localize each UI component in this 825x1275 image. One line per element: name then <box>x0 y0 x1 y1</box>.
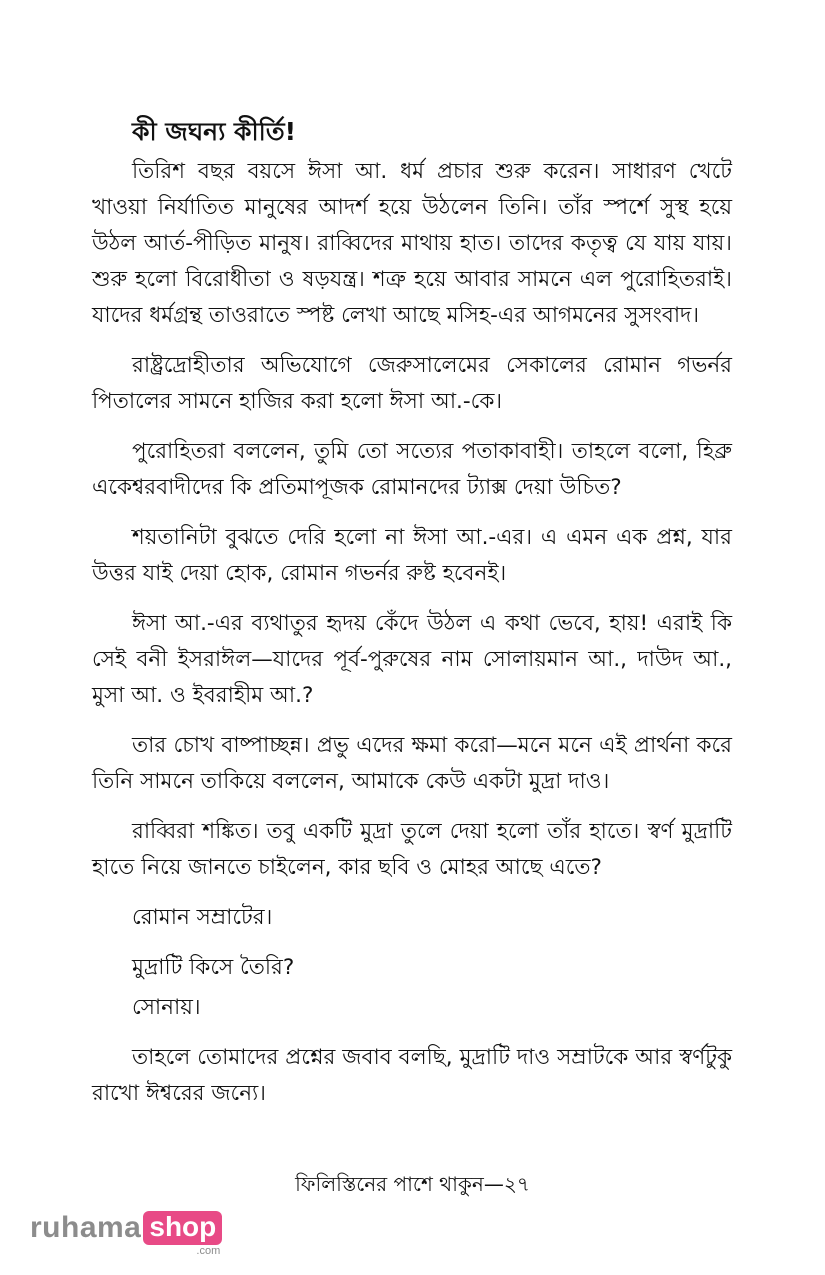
paragraph-10: সোনায়। <box>132 995 201 1020</box>
paragraph-5: ঈসা আ.-এর ব্যথাতুর হৃদয় কেঁদে উঠল এ কথা ভেবে, হায়! এরাই কি সেই বনী ইসরাঈল—যাদের পূর্ব-পুরুষের নাম সোলায়মান আ., দাউদ আ., মুসা আ. ও ইবরাহীম আ.? <box>92 611 732 708</box>
paragraph-7: রাব্বিরা শঙ্কিত। তবু একটি মুদ্রা তুলে দেয়া হলো তাঁর হাতে। স্বর্ণ মুদ্রাটি হাতে নিয়ে জানতে চাইলেন, কার ছবি ও মোহর আছে এতে? <box>92 819 732 880</box>
watermark-shop-text: shop <box>143 1211 222 1245</box>
paragraph-2: রাষ্ট্রদ্রোহীতার অভিযোগে জেরুসালেমের সেকালের রোমান গভর্নর পিতালের সামনে হাজির করা হলো ঈসা আ.-কে। <box>92 353 732 414</box>
paragraph-3: পুরোহিতরা বললেন, তুমি তো সত্যের পতাকাবাহী। তাহলে বলো, হিব্রু একেশ্বরবাদীদের কি প্রতিমাপূজক রোমানদের ট্যাক্স দেয়া উচিত? <box>92 439 732 500</box>
page-body <box>92 110 732 1126</box>
paragraph-6: তার চোখ বাষ্পাচ্ছন্ন। প্রভু এদের ক্ষমা করো—মনে মনে এই প্রার্থনা করে তিনি সামনে তাকিয়ে বললেন, আমাকে কেউ একটা মুদ্রা দাও। <box>92 733 732 794</box>
ruhamashop-watermark-logo <box>30 1210 222 1257</box>
paragraph-11: তাহলে তোমাদের প্রশ্নের জবাব বলছি, মুদ্রাটি দাও সম্রাটকে আর স্বর্ণটুকু রাখো ঈশ্বরের জন্যে। <box>92 1045 732 1106</box>
watermark-com-text: .com <box>196 1245 221 1257</box>
paragraph-4: শয়তানিটা বুঝতে দেরি হলো না ঈসা আ.-এর। এ এমন এক প্রশ্ন, যার উত্তর যাই দেয়া হোক, রোমান গভর্নর রুষ্ট হবেনই। <box>92 525 732 586</box>
page-footer: ফিলিস্তিনের পাশে থাকুন—২৭ <box>295 1172 530 1196</box>
watermark-shop-badge <box>143 1211 222 1257</box>
paragraph-8: রোমান সম্রাটের। <box>132 905 273 930</box>
watermark-ruhama-text: ruhama <box>30 1211 142 1244</box>
paragraph-9: মুদ্রাটি কিসে তৈরি? <box>132 955 295 980</box>
paragraph-1: তিরিশ বছর বয়সে ঈসা আ. ধর্ম প্রচার শুরু করেন। সাধারণ খেটে খাওয়া নির্যাতিত মানুষের আদর্শ হয়ে উঠলেন তিনি। তাঁর স্পর্শে সুস্থ হয়ে উঠল আর্ত-পীড়িত মানুষ। রাব্বিদের মাথায় হাত। তাদের কতৃত্ব যে যায় যায়। শুরু হলো বিরোধীতা ও ষড়যন্ত্র। শত্রু হয়ে আবার সামনে এল পুরোহিতরাই। যাদের ধর্মগ্রন্থ তাওরাতে স্পষ্ট লেখা আছে মসিহ-এর আগমনের সুসংবাদ। <box>92 159 732 328</box>
chapter-heading: কী জঘন্য কীর্তি! <box>132 117 296 146</box>
